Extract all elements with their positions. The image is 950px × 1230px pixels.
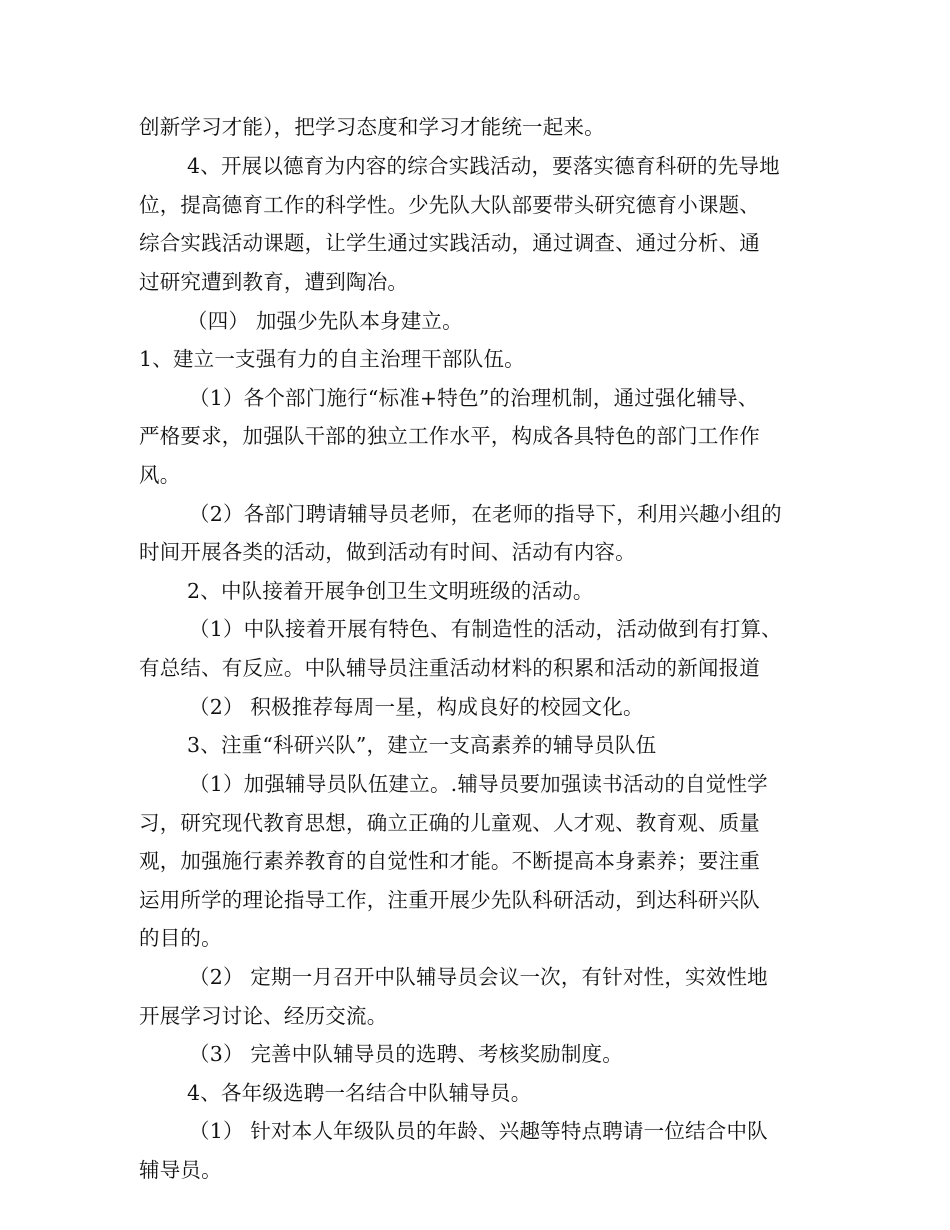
text-line: （2） 定期一月召开中队辅导员会议一次，有针对性，实效性地 xyxy=(189,965,768,989)
text-line: 时间开展各类的活动，做到活动有时间、活动有内容。 xyxy=(139,540,636,564)
text-line: 严格要求，加强队干部的独立工作水平，构成各具特色的部门工作作 xyxy=(139,424,760,448)
text-line: 的目的。 xyxy=(139,926,222,950)
text-line: 过研究遭到教育，遭到陶冶。 xyxy=(139,270,409,294)
text-line: 辅导员。 xyxy=(139,1158,222,1182)
text-line: 习，研究现代教育思想，确立正确的儿童观、人才观、教育观、质量 xyxy=(139,811,760,835)
text-line: （3） 完善中队辅导员的选聘、考核奖励制度。 xyxy=(189,1042,623,1066)
text-line: 风。 xyxy=(139,463,181,487)
text-line: （1）加强辅导员队伍建立。.辅导员要加强读书活动的自觉性学 xyxy=(189,772,768,796)
text-line: （1） 针对本人年级队员的年龄、兴趣等特点聘请一位结合中队 xyxy=(189,1119,768,1143)
text-line: 创新学习才能），把学习态度和学习才能统一起来。 xyxy=(139,115,605,139)
text-line: 4、各年级选聘一名结合中队辅导员。 xyxy=(187,1081,532,1105)
text-line: 1、建立一支强有力的自主治理干部队伍。 xyxy=(139,347,525,371)
text-line: （2）各部门聘请辅导员老师，在老师的指导下，利用兴趣小组的 xyxy=(189,502,782,526)
text-line: 位，提高德育工作的科学性。少先队大队部要带头研究德育小课题、 xyxy=(139,193,760,217)
text-line: 综合实践活动课题，让学生通过实践活动，通过调查、通过分析、通 xyxy=(139,231,760,255)
text-line: （2） 积极推荐每周一星，构成良好的校园文化。 xyxy=(189,695,644,719)
text-line: （1）中队接着开展有特色、有制造性的活动，活动做到有打算、 xyxy=(189,617,782,641)
text-line: 4、开展以德育为内容的综合实践活动，要落实德育科研的先导地 xyxy=(187,154,780,178)
text-line: 2、中队接着开展争创卫生文明班级的活动。 xyxy=(187,579,594,603)
text-line: 有总结、有反应。中队辅导员注重活动材料的积累和活动的新闻报道 xyxy=(139,656,760,680)
text-line: 3、注重“科研兴队”，建立一支高素养的辅导员队伍 xyxy=(187,733,657,757)
text-line: 观，加强施行素养教育的自觉性和才能。不断提高本身素养；要注重 xyxy=(139,849,760,873)
text-line: （1）各个部门施行“标准+特色”的治理机制，通过强化辅导、 xyxy=(189,386,759,410)
text-line: 开展学习讨论、经历交流。 xyxy=(139,1004,388,1028)
text-line: （四） 加强少先队本身建立。 xyxy=(187,309,463,333)
text-line: 运用所学的理论指导工作，注重开展少先队科研活动，到达科研兴队 xyxy=(139,888,760,912)
